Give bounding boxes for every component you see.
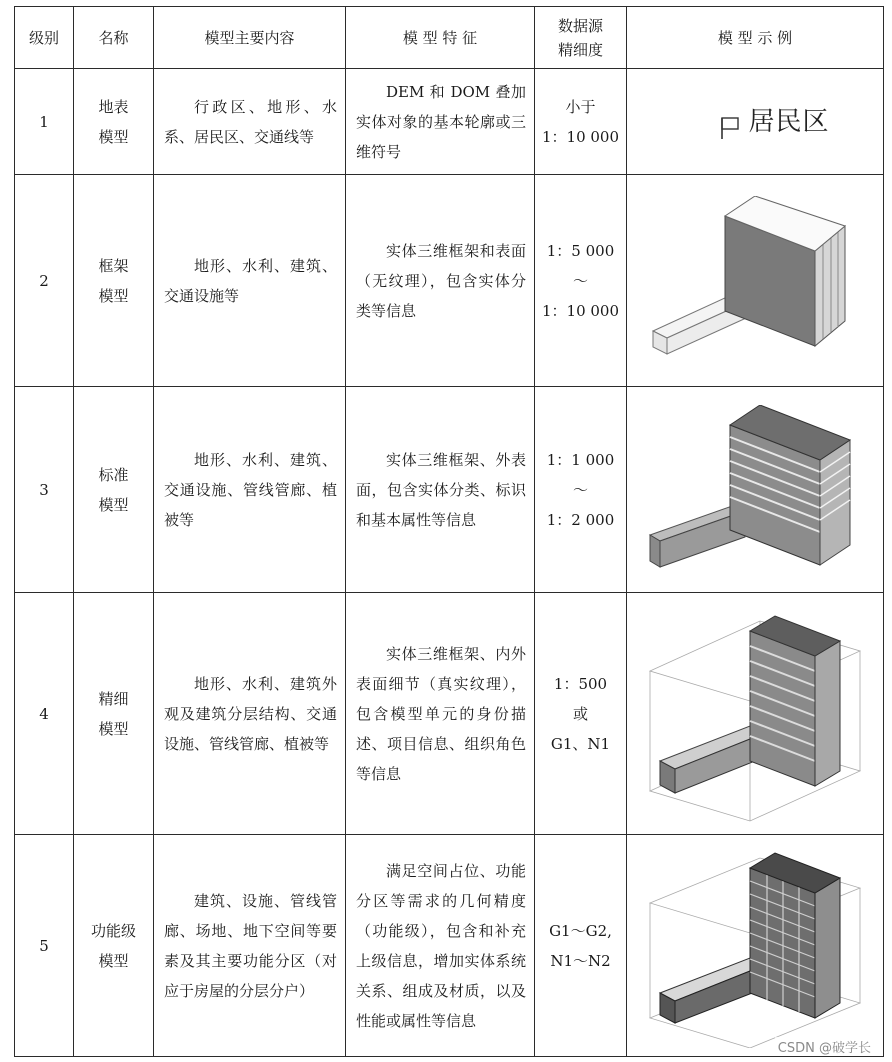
row-content: 地形、水利、建筑、交通设施、管线管廊、植被等: [154, 387, 346, 593]
row-precision: G1～G2, N1～N2: [535, 835, 627, 1057]
table-row: [15, 593, 884, 835]
row-level: 5: [15, 835, 74, 1057]
example-label: 居民区: [748, 106, 830, 137]
row-features: 实体三维框架和表面（无纹理），包含实体分类等信息: [346, 175, 535, 387]
row-precision: 1：5 000 ～ 1：10 000: [535, 175, 627, 387]
row-content: 地形、水利、建筑、交通设施等: [154, 175, 346, 387]
header-features: 模 型 特 征: [346, 7, 535, 69]
flag-icon: [720, 114, 742, 140]
row-example: [627, 175, 884, 387]
watermark: CSDN @破学长: [775, 1037, 874, 1056]
table-row: [15, 835, 884, 1057]
row-content: 地形、水利、建筑外观及建筑分层结构、交通设施、管线管廊、植被等: [154, 593, 346, 835]
row-example: [627, 387, 884, 593]
detailed-building-icon: [640, 601, 870, 826]
row-features: 满足空间占位、功能分区等需求的几何精度（功能级），包含和补充上级信息，增加实体系统关系、组成及材质，以及性能或属性等信息: [346, 835, 535, 1057]
row-example: [627, 593, 884, 835]
row-precision: 1：1 000 ～ 1：2 000: [535, 387, 627, 593]
table-row: [15, 69, 884, 175]
header-name: 名称: [74, 7, 154, 69]
header-content: 模型主要内容: [154, 7, 346, 69]
row-level: 2: [15, 175, 74, 387]
header-precision: 数据源 精细度: [535, 7, 627, 69]
row-example: [627, 69, 884, 175]
row-features: DEM 和 DOM 叠加实体对象的基本轮廓或三维符号: [346, 69, 535, 175]
row-level: 3: [15, 387, 74, 593]
row-precision: 小于 1：10 000: [535, 69, 627, 175]
row-content: 行政区、地形、水系、居民区、交通线等: [154, 69, 346, 175]
wireframe-building-icon: [640, 843, 870, 1048]
row-precision: 1：500 或 G1、N1: [535, 593, 627, 835]
row-name: 功能级 模型: [74, 835, 154, 1057]
building-facade-icon: [645, 405, 865, 575]
row-features: 实体三维框架、内外表面细节（真实纹理），包含模型单元的身份描述、项目信息、组织角色等信息: [346, 593, 535, 835]
row-level: 4: [15, 593, 74, 835]
row-name: 地表 模型: [74, 69, 154, 175]
row-name: 标准 模型: [74, 387, 154, 593]
header-row: [15, 7, 884, 69]
model-level-table: [14, 6, 884, 1057]
row-features: 实体三维框架、外表面，包含实体分类、标识和基本属性等信息: [346, 387, 535, 593]
row-name: 框架 模型: [74, 175, 154, 387]
block-building-icon: [645, 196, 865, 366]
row-content: 建筑、设施、管线管廊、场地、地下空间等要素及其主要功能分区（对应于房屋的分层分户）: [154, 835, 346, 1057]
table-row: [15, 175, 884, 387]
header-example: 模 型 示 例: [627, 7, 884, 69]
row-example: [627, 835, 884, 1057]
row-name: 精细 模型: [74, 593, 154, 835]
table-row: [15, 387, 884, 593]
row-level: 1: [15, 69, 74, 175]
header-level: 级别: [15, 7, 74, 69]
